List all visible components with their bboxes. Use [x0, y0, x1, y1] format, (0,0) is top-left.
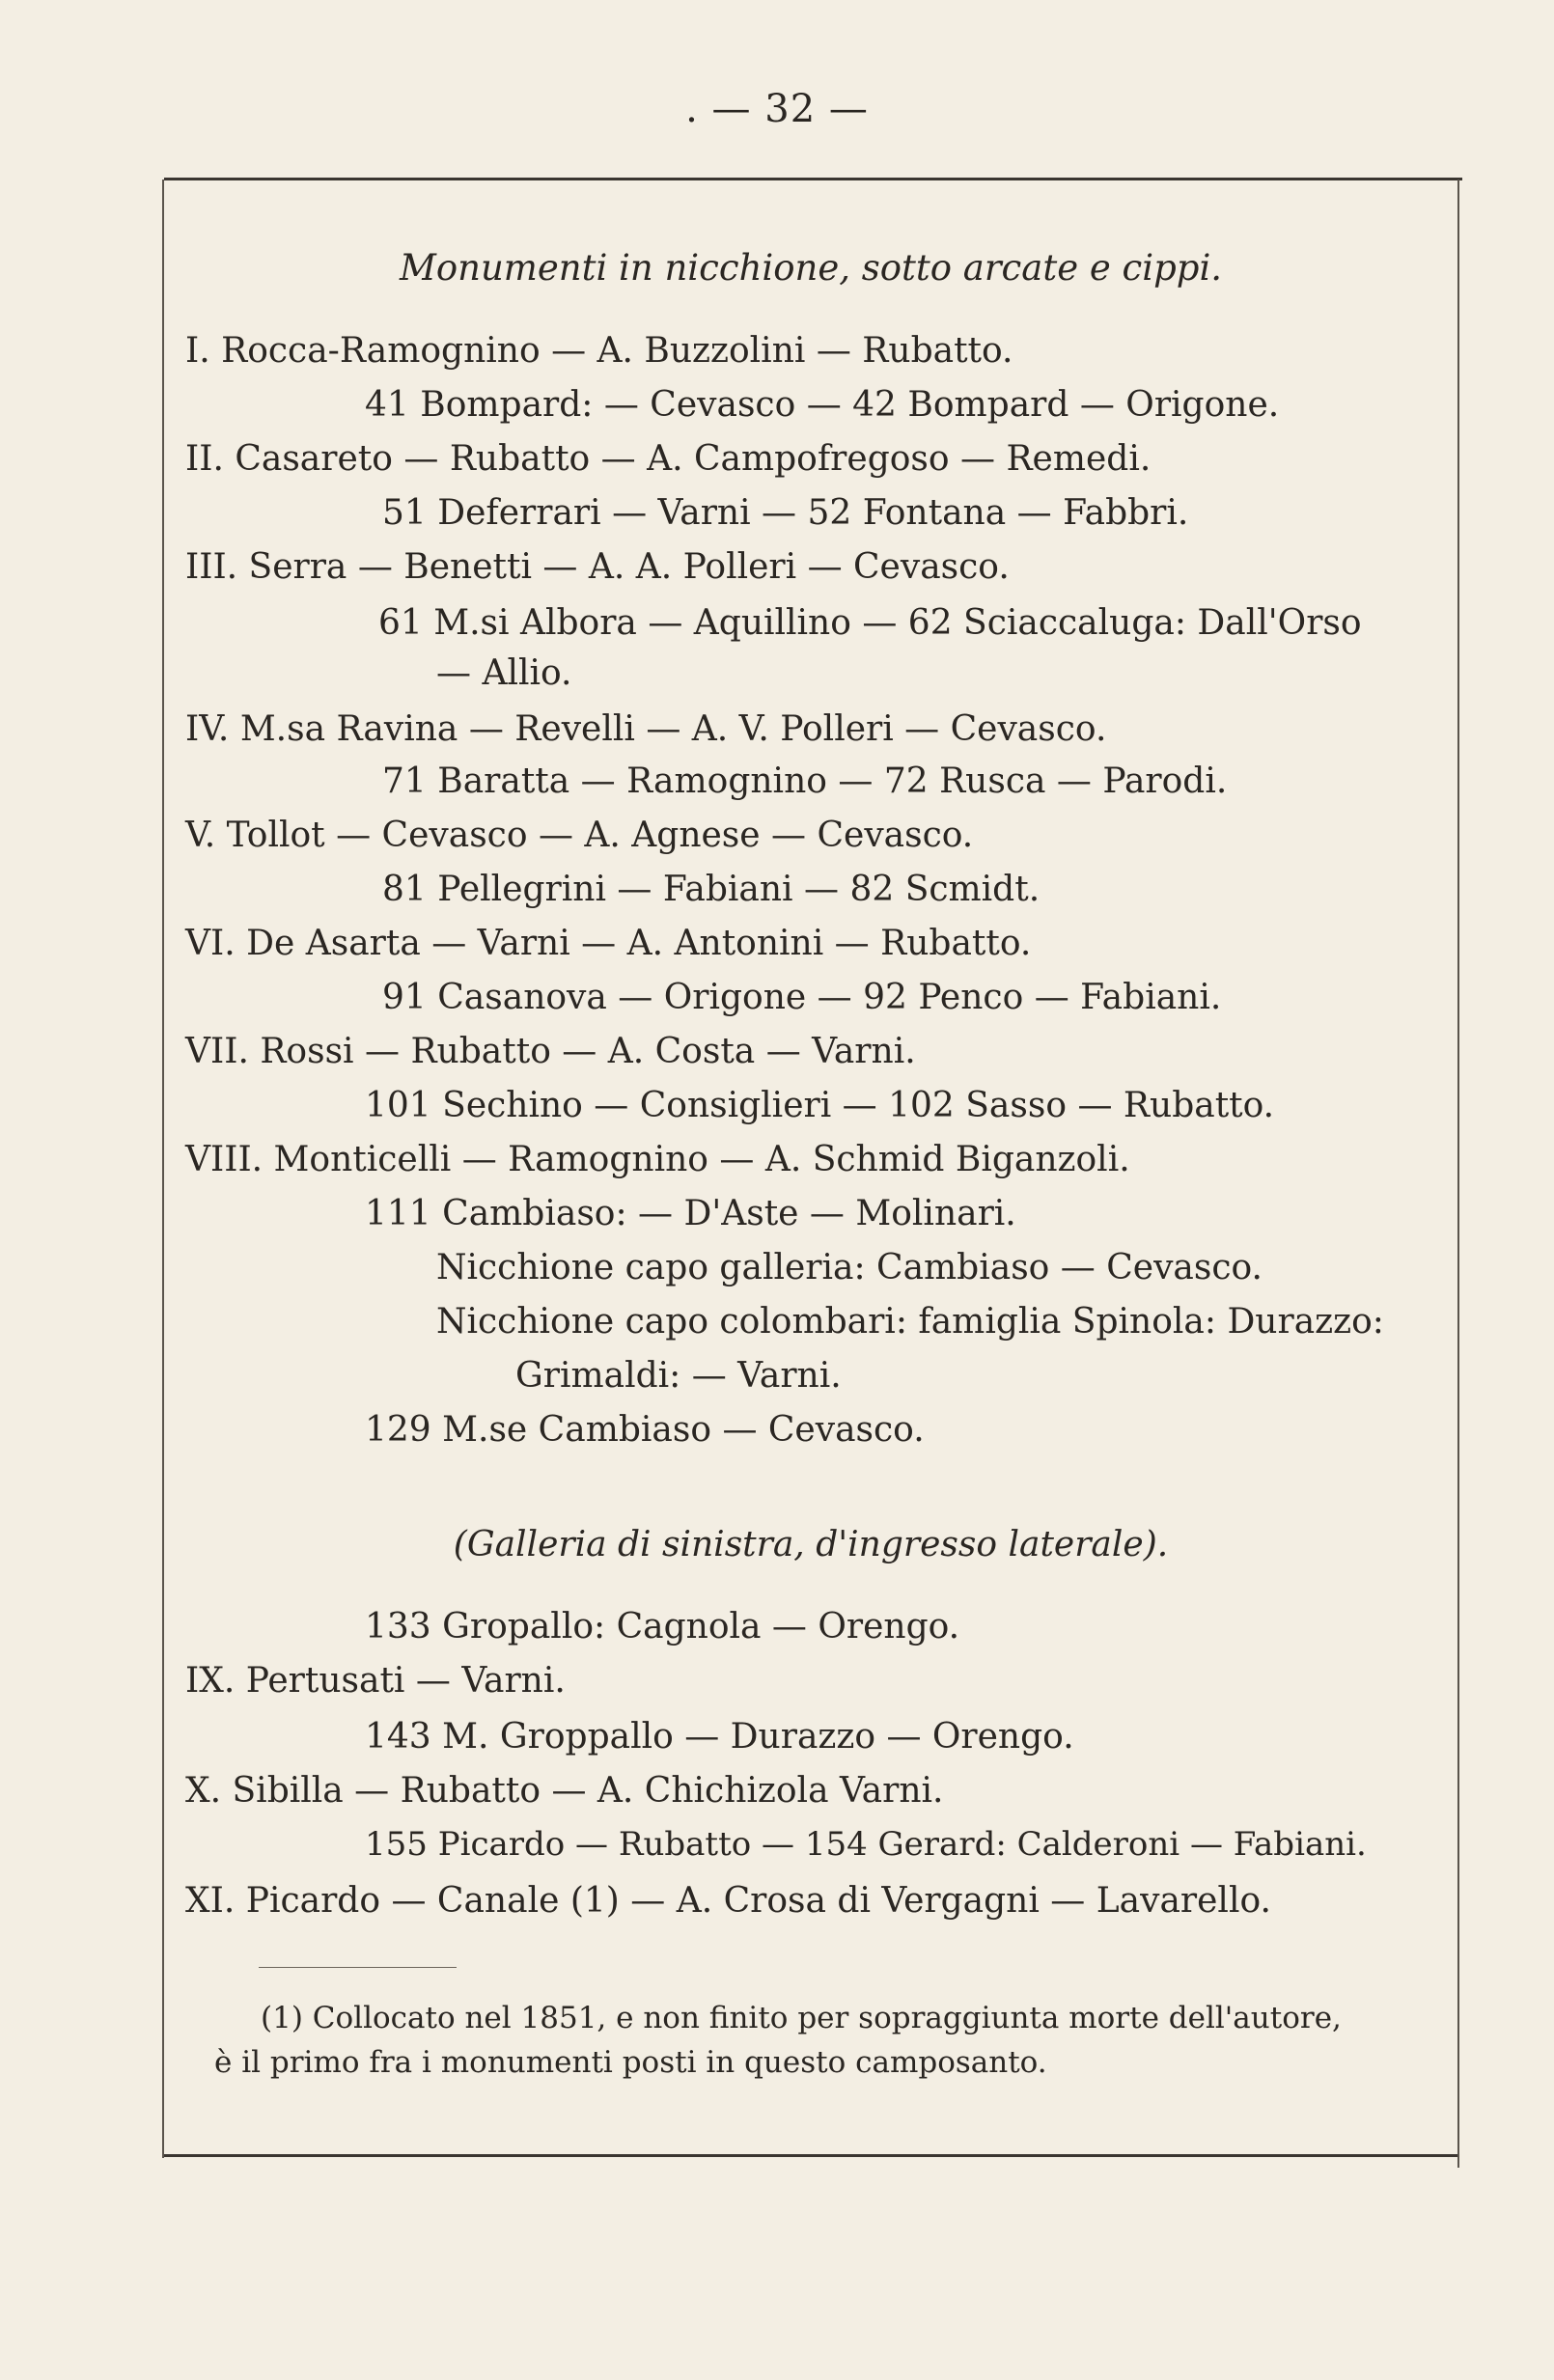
entry-line: Nicchione capo galleria: Cambiaso — Cevasco.	[436, 1248, 1263, 1287]
entry-line: 133 Gropallo: Cagnola — Orengo.	[365, 1607, 960, 1647]
footnote-line: (1) Collocato nel 1851, e non finito per sopraggiunta morte dell'autore,	[261, 2001, 1342, 2035]
entry-line: 129 M.se Cambiaso — Cevasco.	[365, 1410, 925, 1450]
entry-line: I. Rocca-Ramognino — A. Buzzolini — Rubatto.	[185, 331, 1013, 371]
entry-line: III. Serra — Benetti — A. A. Polleri — Cevasco.	[185, 547, 1010, 587]
section-subheading: (Galleria di sinistra, d'ingresso laterale).	[453, 1525, 1169, 1564]
page-number: . — 32 —	[685, 87, 869, 131]
entry-line: X. Sibilla — Rubatto — A. Chichizola Varni.	[185, 1771, 944, 1811]
entry-line: 155 Picardo — Rubatto — 154 Gerard: Calderoni — Fabiani.	[365, 1825, 1367, 1864]
entry-line: — Allio.	[436, 653, 572, 693]
frame-left-rule	[162, 180, 164, 2158]
entry-line: 51 Deferrari — Varni — 52 Fontana — Fabbri.	[382, 493, 1189, 533]
entry-line: 91 Casanova — Origone — 92 Penco — Fabiani.	[382, 978, 1222, 1017]
entry-line: V. Tollot — Cevasco — A. Agnese — Cevasco.	[185, 816, 974, 855]
entry-line: XI. Picardo — Canale (1) — A. Crosa di Vergagni — Lavarello.	[185, 1881, 1271, 1921]
section-title: Monumenti in nicchione, sotto arcate e cippi.	[399, 247, 1223, 289]
entry-line: IV. M.sa Ravina — Revelli — A. V. Polleri — Cevasco.	[185, 709, 1107, 749]
entry-line: VI. De Asarta — Varni — A. Antonini — Rubatto.	[185, 924, 1032, 963]
entry-line: II. Casareto — Rubatto — A. Campofregoso — Remedi.	[185, 439, 1152, 479]
frame-right-rule	[1457, 180, 1459, 2168]
frame-top-rule	[164, 178, 1462, 180]
entry-line: Grimaldi: — Varni.	[515, 1356, 842, 1396]
entry-line: VIII. Monticelli — Ramognino — A. Schmid Biganzoli.	[185, 1140, 1130, 1179]
entry-line: 111 Cambiaso: — D'Aste — Molinari.	[365, 1194, 1016, 1233]
footnote-rule	[259, 1967, 457, 1968]
entry-line: 81 Pellegrini — Fabiani — 82 Scmidt.	[382, 870, 1041, 909]
entry-line: 61 M.si Albora — Aquillino — 62 Sciaccaluga: Dall'Orso	[378, 603, 1362, 643]
entry-line: Nicchione capo colombari: famiglia Spinola: Durazzo:	[436, 1302, 1384, 1342]
entry-line: 71 Baratta — Ramognino — 72 Rusca — Parodi.	[382, 761, 1228, 801]
footnote-line: è il primo fra i monumenti posti in questo camposanto.	[214, 2045, 1047, 2080]
entry-line: 101 Sechino — Consiglieri — 102 Sasso — Rubatto.	[365, 1086, 1275, 1125]
frame-bottom-rule	[164, 2154, 1457, 2157]
entry-line: 143 M. Groppallo — Durazzo — Orengo.	[365, 1717, 1074, 1757]
entry-line: 41 Bompard: — Cevasco — 42 Bompard — Origone.	[365, 385, 1280, 425]
entry-line: VII. Rossi — Rubatto — A. Costa — Varni.	[185, 1032, 916, 1071]
entry-line: IX. Pertusati — Varni.	[185, 1661, 566, 1701]
